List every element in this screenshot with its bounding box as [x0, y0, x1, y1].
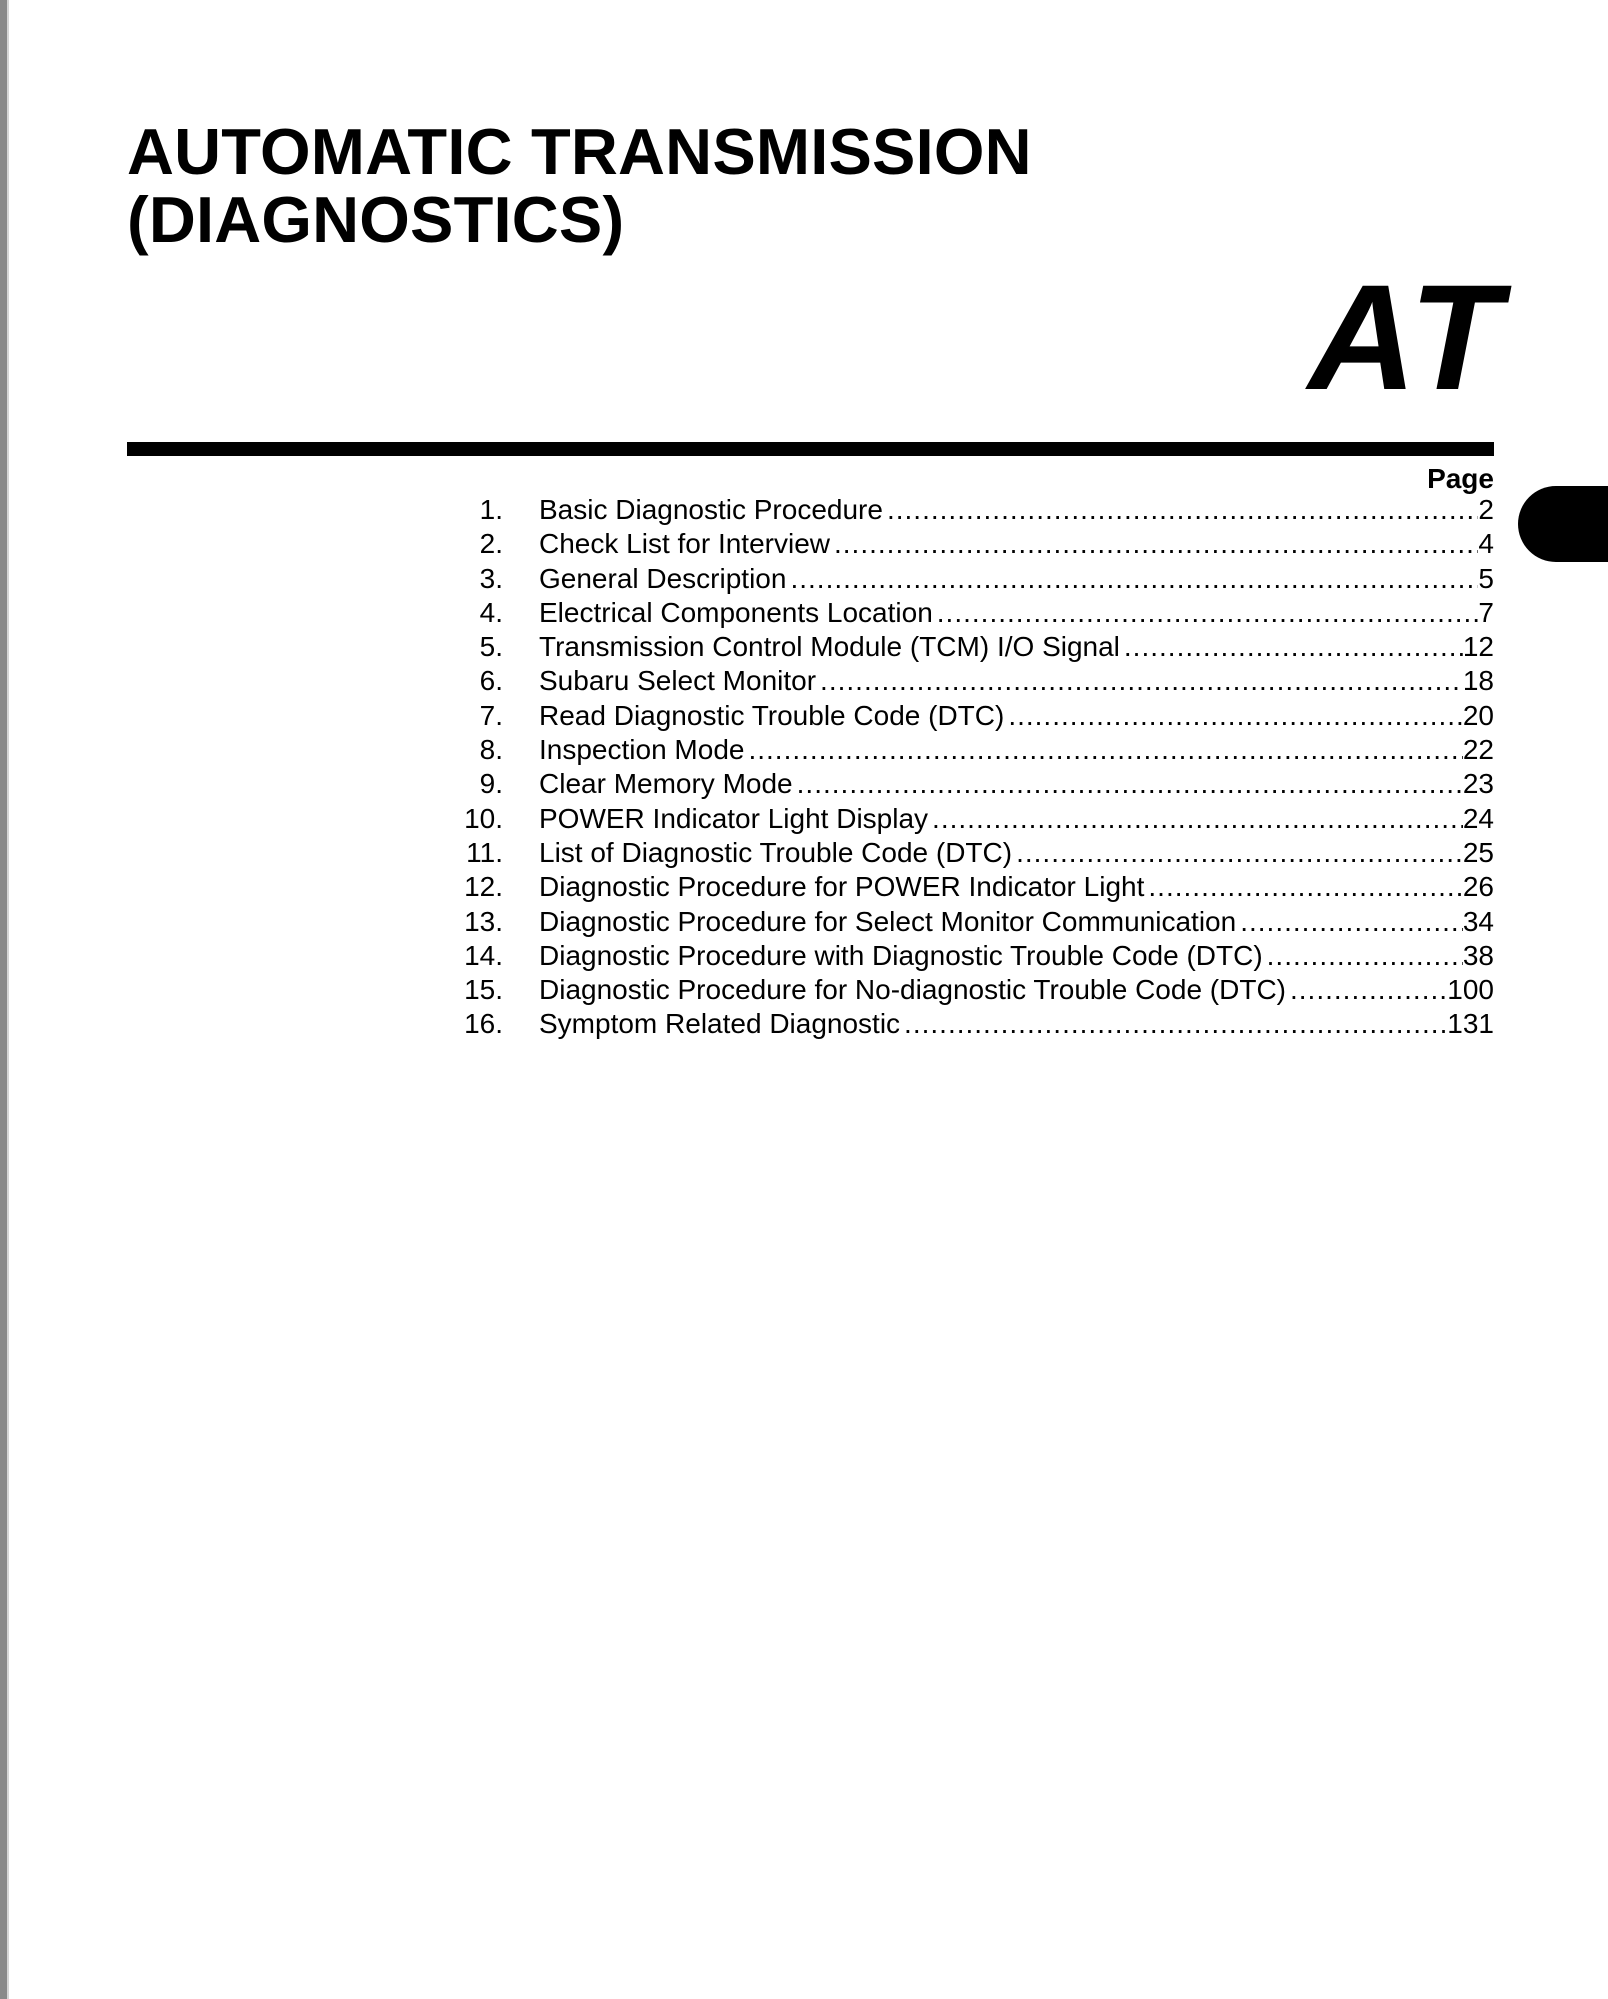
toc-entry[interactable]: [455, 527, 1494, 561]
toc-entry-number: 2.: [479, 528, 503, 560]
toc-entry[interactable]: [455, 1007, 1494, 1041]
toc-entry-number: 3.: [479, 562, 503, 594]
document-title: [127, 115, 1032, 256]
section-thumb-tab: [1518, 486, 1608, 562]
toc-dot-leader: [904, 1007, 1447, 1041]
toc-entry-body: [539, 767, 1494, 801]
toc-entry-body: [539, 802, 1494, 836]
toc-entry-title: Clear Memory Mode: [539, 768, 793, 800]
toc-entry-title: POWER Indicator Light Display: [539, 802, 929, 834]
toc-entry-page: 2: [1478, 494, 1494, 525]
toc-entry-page: 38: [1462, 939, 1494, 971]
toc-entry[interactable]: [455, 562, 1494, 596]
toc-dot-leader: [1148, 870, 1462, 904]
toc-entry-body: [539, 562, 1494, 596]
toc-entry-number: 6.: [479, 665, 503, 697]
toc-entry-body: [539, 630, 1494, 664]
toc-dot-leader: [1016, 836, 1463, 870]
toc-entry[interactable]: [455, 939, 1494, 973]
toc-dot-leader: [797, 767, 1463, 801]
toc-entry-number: 5.: [479, 631, 503, 663]
toc-entry-number: 7.: [479, 699, 503, 731]
toc-dot-leader: [937, 596, 1479, 630]
toc-entry-body: [539, 664, 1494, 698]
section-code: AT: [1308, 253, 1505, 421]
toc-entry[interactable]: [455, 802, 1494, 836]
toc-entry[interactable]: [455, 870, 1494, 904]
toc-dot-leader: [1267, 939, 1463, 973]
title-divider: [127, 442, 1494, 456]
toc-dot-leader: [834, 527, 1478, 561]
toc-entry-page: 5: [1478, 562, 1494, 594]
toc-entry-page: 25: [1462, 836, 1494, 868]
toc-entry-title: Symptom Related Diagnostic: [539, 1008, 901, 1040]
toc-dot-leader: [790, 562, 1478, 596]
toc-entry[interactable]: [455, 493, 1494, 527]
toc-entry[interactable]: [455, 596, 1494, 630]
toc-dot-leader: [748, 733, 1462, 767]
toc-entry-page: 18: [1462, 665, 1494, 697]
toc-entry-page: 7: [1478, 596, 1494, 628]
toc-entry-number: 11.: [466, 836, 503, 868]
toc-entry-body: [539, 493, 1494, 527]
toc-dot-leader: [887, 493, 1478, 527]
toc-entry-title: Check List for Interview: [539, 528, 830, 560]
toc-dot-leader: [1008, 699, 1463, 733]
toc-entry-number: 16.: [464, 1008, 503, 1040]
toc-entry-title: Inspection Mode: [539, 734, 745, 766]
toc-dot-leader: [1124, 630, 1463, 664]
toc-entry-body: [539, 973, 1494, 1007]
toc-dot-leader: [1290, 973, 1447, 1007]
toc-entry-title: Electrical Components Location: [539, 596, 933, 628]
toc-entry-body: [539, 527, 1494, 561]
document-title-line-2: (DIAGNOSTICS): [127, 183, 625, 256]
toc-entry-page: 22: [1462, 734, 1494, 766]
toc-entry-number: 8.: [479, 734, 503, 766]
toc-entry-page: 20: [1462, 699, 1494, 731]
toc-entry[interactable]: [455, 973, 1494, 1007]
toc-entry-title: Diagnostic Procedure for Select Monitor Communication: [539, 905, 1237, 937]
toc-dot-leader: [932, 802, 1463, 836]
toc-entry-page: 4: [1478, 528, 1494, 560]
toc-entry-body: [539, 733, 1494, 767]
page-edge: [0, 0, 7, 1999]
toc-entry[interactable]: [455, 905, 1494, 939]
toc-entry-body: [539, 836, 1494, 870]
toc-entry-title: Diagnostic Procedure for No-diagnostic Trouble Code (DTC): [539, 974, 1286, 1006]
toc-entry-body: [539, 1007, 1494, 1041]
toc-entry-body: [539, 699, 1494, 733]
toc-entry-body: [539, 596, 1494, 630]
toc-entry-number: 1.: [479, 494, 503, 525]
page-column-header: Page: [1427, 463, 1494, 494]
toc-entry-title: List of Diagnostic Trouble Code (DTC): [539, 836, 1013, 868]
toc-entry-number: 15.: [464, 974, 503, 1006]
toc-dot-leader: [820, 664, 1463, 698]
toc-entry[interactable]: [455, 699, 1494, 733]
toc-entry-body: [539, 870, 1494, 904]
toc-entry-title: Read Diagnostic Trouble Code (DTC): [539, 699, 1005, 731]
toc-entry[interactable]: [455, 733, 1494, 767]
toc-dot-leader: [1240, 905, 1463, 939]
toc-entry-title: Diagnostic Procedure with Diagnostic Trouble Code (DTC): [539, 939, 1263, 971]
toc-entry-number: 10.: [464, 802, 503, 834]
toc-entry[interactable]: [455, 767, 1494, 801]
toc-entry-number: 4.: [479, 596, 503, 628]
toc-entry-page: 26: [1462, 871, 1494, 903]
toc-entry[interactable]: [455, 836, 1494, 870]
toc-entry-number: 9.: [479, 768, 503, 800]
toc-entry-number: 12.: [464, 871, 503, 903]
toc-entry-title: General Description: [539, 562, 787, 594]
toc-entry-page: 100: [1447, 974, 1494, 1006]
toc-entry-number: 13.: [464, 905, 503, 937]
page-edge-highlight: [7, 0, 9, 1999]
toc-entry-title: Transmission Control Module (TCM) I/O Signal: [539, 631, 1120, 663]
document-title-line-1: AUTOMATIC TRANSMISSION: [127, 115, 1032, 188]
table-of-contents: [455, 493, 1494, 1042]
toc-entry-body: [539, 905, 1494, 939]
toc-entry-title: Basic Diagnostic Procedure: [539, 494, 883, 525]
toc-entry-body: [539, 939, 1494, 973]
toc-entry-title: Diagnostic Procedure for POWER Indicator Light: [539, 871, 1145, 903]
toc-entry-number: 14.: [464, 939, 503, 971]
toc-entry-page: 24: [1462, 802, 1494, 834]
toc-entry-title: Subaru Select Monitor: [539, 665, 817, 697]
toc-entry[interactable]: [455, 630, 1494, 664]
toc-entry-page: 34: [1462, 905, 1494, 937]
toc-entry[interactable]: [455, 664, 1494, 698]
toc-entry-page: 12: [1462, 631, 1494, 663]
toc-entry-page: 23: [1462, 768, 1494, 800]
toc-entry-page: 131: [1447, 1008, 1494, 1040]
